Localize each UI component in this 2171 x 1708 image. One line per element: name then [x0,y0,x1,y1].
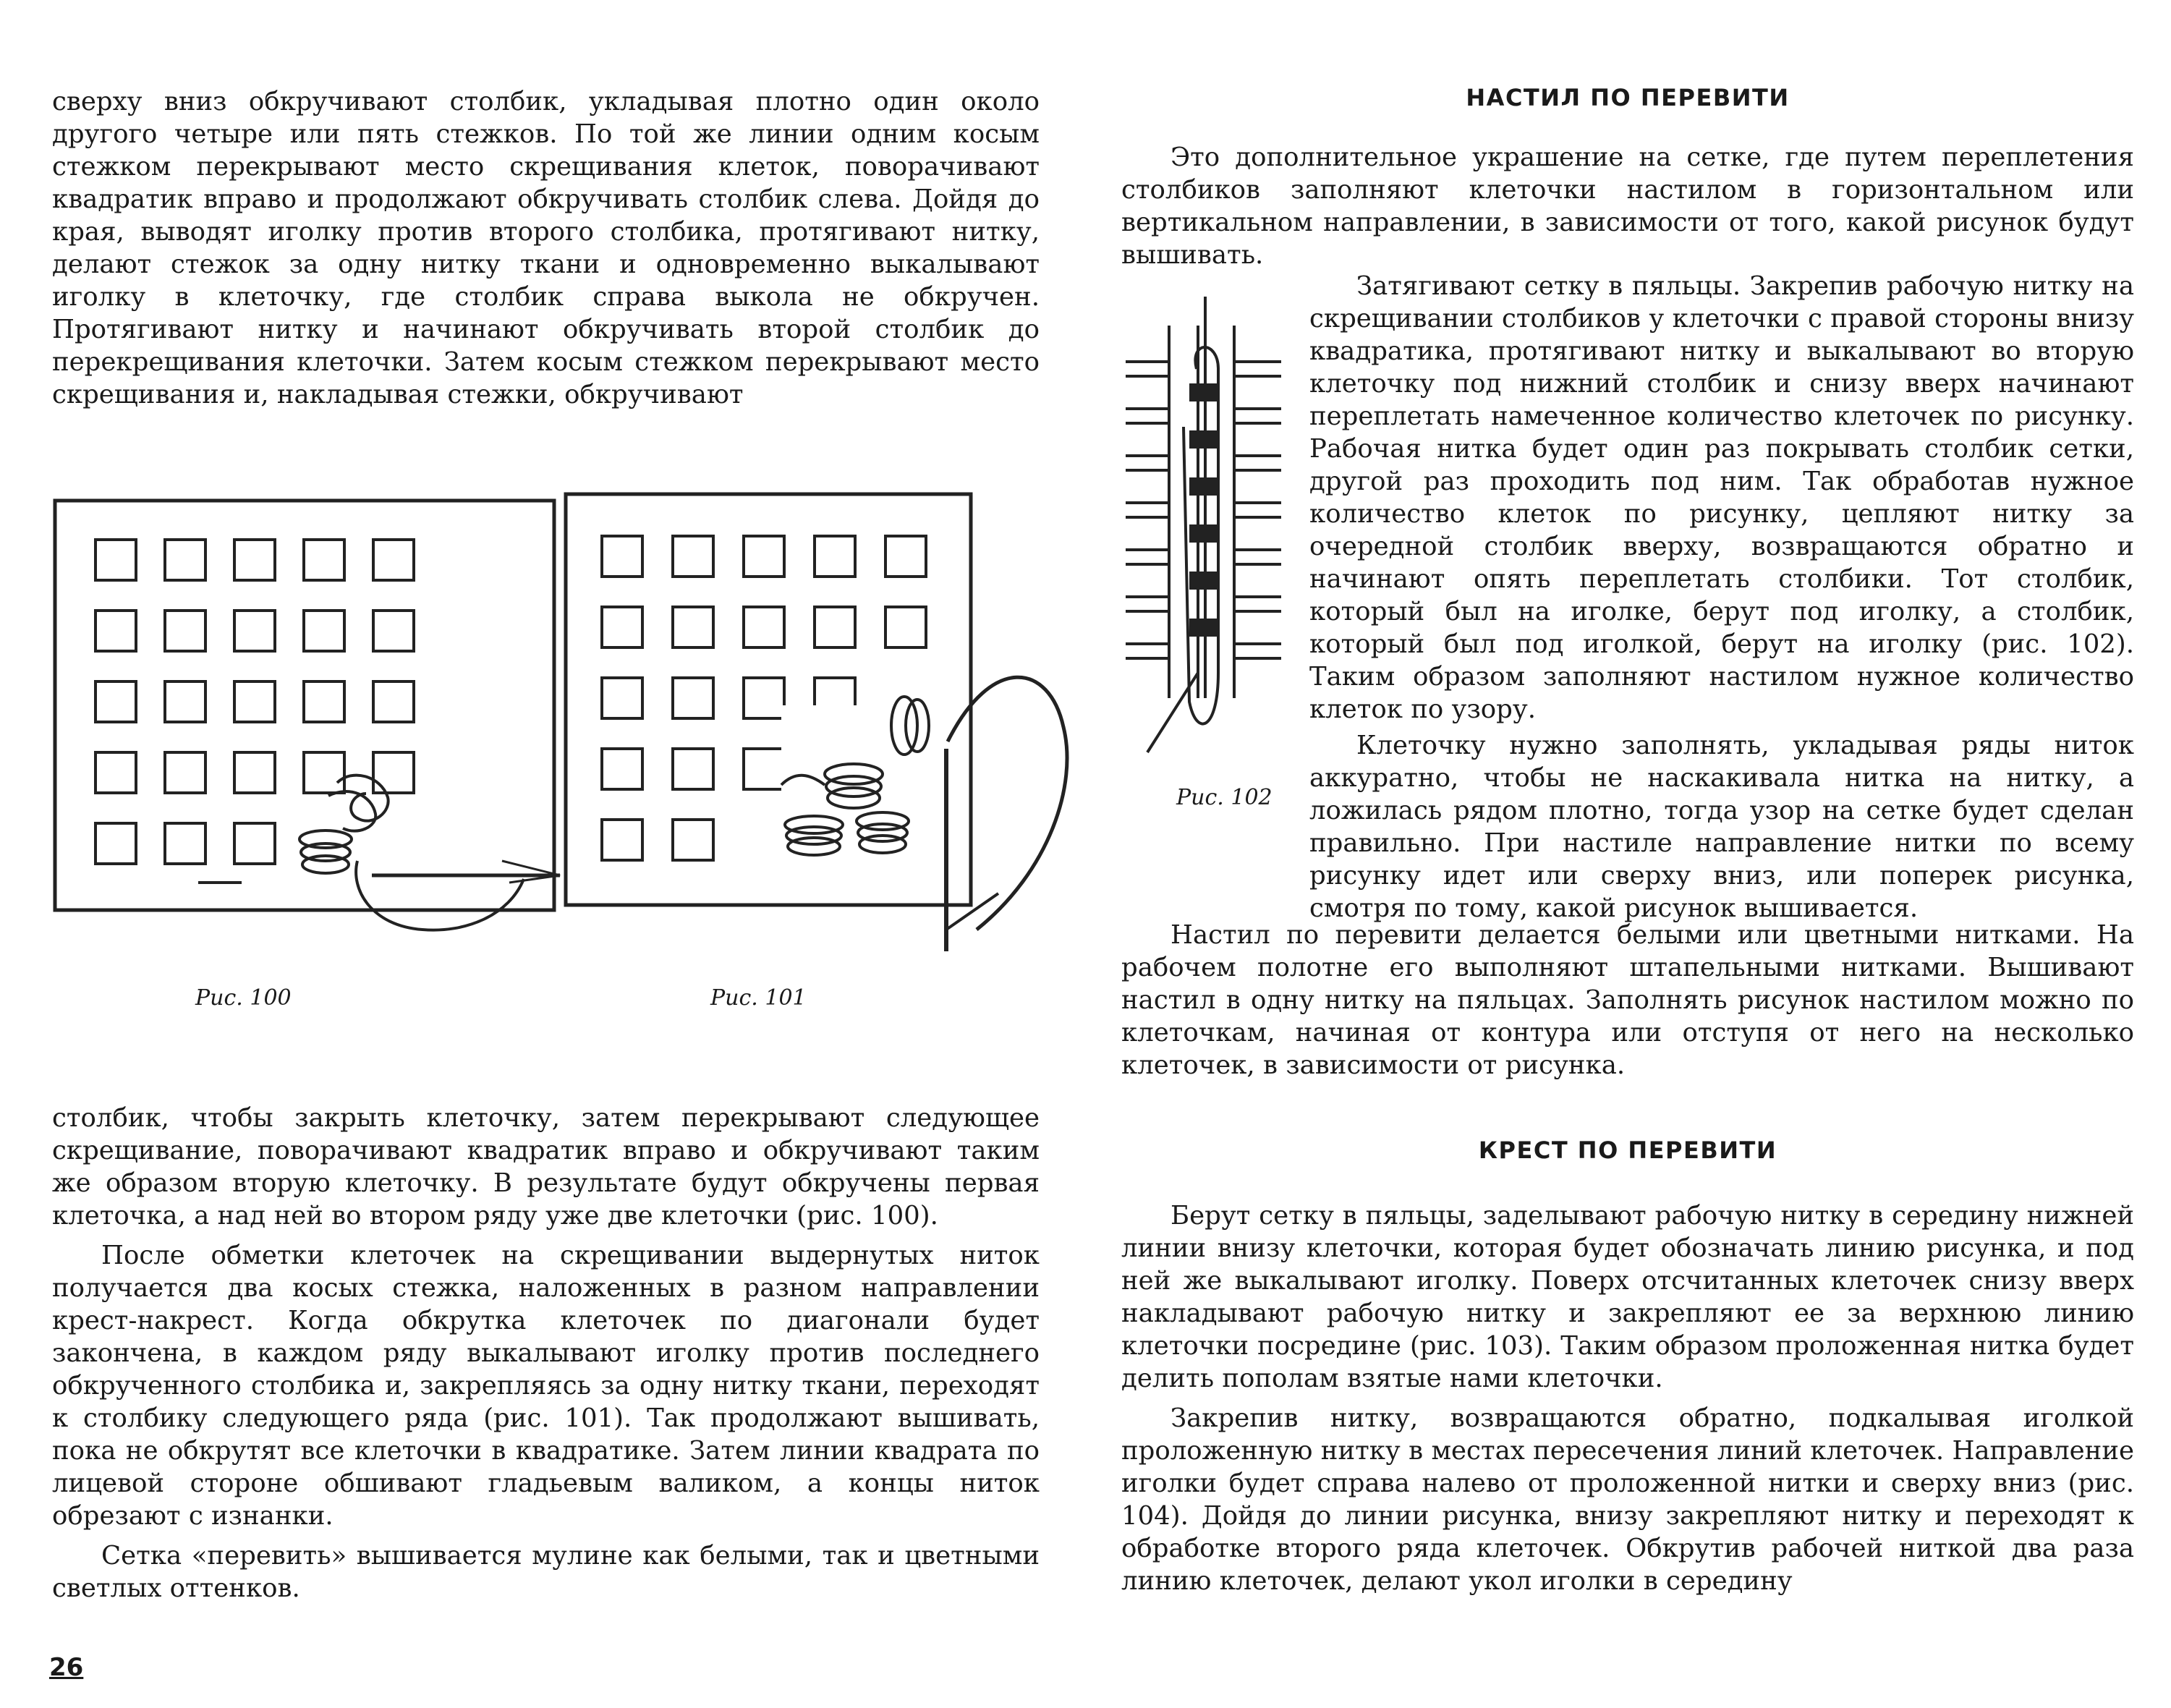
paragraph: сверху вниз обкручивают столбик, укладывая плотно один около другого четыре или пять стежков. По той же линии одним косым стежком перекрывают место скрещивания клеток, поворачивают квадратик вправо и продолжают обкручивать столбик слева. Дойдя до края, выводят иголку против второго столбика, протягивают нитку, делают стежок за одну нитку ткани и одновременно выкалывают иголку в клеточку, где столбик справа выкола не обкручен. Протягивают нитку и начинают обкручивать второй столбик до перекрещивания клеточки. Затем косым стежком перекрывают место скрещивания и, накладывая стежки, обкручивают [52,87,1040,409]
left-page [0,0,1085,1708]
page-number: 26 [49,1653,84,1682]
right-page [1085,0,2171,1708]
section-heading: НАСТИЛ ПО ПЕРЕВИТИ [1466,84,1790,111]
right-wrapped-text [1121,270,2134,925]
left-top-text [52,85,1040,411]
figure-100-illustration [54,499,574,933]
figure-100-caption: Рис. 100 [195,985,292,1011]
paragraph: столбик, чтобы закрыть клеточку, затем перекрывают следующее скрещивание, поворачивают квадратик вправо и обкручивают таким же образом вторую клеточку. В результате будут обкручены первая клеточка, а над ней во втором ряду уже две клеточки (рис. 100). [52,1103,1040,1231]
paragraph: Закрепив нитку, возвращаются обратно, подкалывая иголкой проложенную нитку в местах пересечения линий клеточек. Направление иголки будет справа налево от проложенной нитки и сверху вниз (рис. 104). Дойдя до линии рисунка, внизу закрепляют нитку и переходят к обработке второго ряда клеточек. Обкрутив рабочей ниткой два раза линию клеточек, делают укол иголки в середину [1121,1403,2134,1596]
left-bottom-text [52,1102,1040,1605]
paragraph: Затягивают сетку в пяльцы. Закрепив рабочую нитку на скрещивании столбиков у клеточки с правой стороны внизу квадратика, протягивают нитку и выкалывают во вторую клеточку под нижний столбик и снизу вверх начинают переплетать намеченное количество клеточек по рисунку. Рабочая нитка будет один раз покрывать столбик сетки, другой раз проходить под ним. Так обработав нужное количество клеток по рисунку, цепляют нитку за очередной столбик вверху, возвращаются обратно и начинают опять переплетать столбики. Тот столбик, который был на иголке, берут под иголку, а столбик, который был под иголкой, берут на иголку (рис. 102). Таким образом заполняют настилом нужное количество клеток по узору. [1309,271,2134,724]
paragraph: Сетка «перевить» вышивается мулине как белыми, так и цветными светлых оттенков. [52,1541,1040,1603]
section-heading: КРЕСТ ПО ПЕРЕВИТИ [1478,1136,1777,1164]
right-intro-text [1121,141,2134,271]
paragraph: После обметки клеточек на скрещивании выдернутых ниток получается два косых стежка, наложенных в разном направлении крест-накрест. Когда обкрутка клеточек по диагонали будет закончена, в каждом ряду выкалывают иголку против последнего обкрученного столбика и, закрепляясь за одну нитку ткани, переходят к столбику следующего ряда (рис. 101). Так продолжают вышивать, пока не обкрутят все клеточки в квадратике. Затем линии квадрата по лицевой стороне обшивают гладьевым валиком, а концы ниток обрезают с изнанки. [52,1241,1040,1531]
figure-101-caption: Рис. 101 [710,985,807,1011]
paragraph: Клеточку нужно заполнять, укладывая ряды ниток аккуратно, чтобы не наскакивала нитка на нитку, а ложилась рядом плотно, тогда узор на сетке будет сделан правильно. При настиле направление нитки по всему рисунку идет или сверху вниз, или поперек рисунка, смотря по тому, какой рисунок вышивается. [1309,731,2134,923]
right-bottom-text [1121,1199,2134,1597]
paragraph: Настил по перевити делается белыми или цветными нитками. На рабочем полотне его выполняют штапельными нитками. Вышивают настил в одну нитку на пяльцах. Заполнять рисунок настилом можно по клеточкам, начиная от контура или отступя от него на несколько клеточек, в зависимости от рисунка. [1121,920,2134,1080]
paragraph: Это дополнительное украшение на сетке, где путем переплетения столбиков заполняют клеточки настилом в горизонтальном или вертикальном направлении, в зависимости от того, какой рисунок будут вышивать. [1121,143,2134,270]
paragraph: Берут сетку в пяльцы, заделывают рабочую нитку в середину нижней линии внизу клеточки, которая будет обозначать линию рисунка, и под ней же выкалывают иголку. Поверх отсчитанных клеточек снизу вверх накладывают рабочую нитку и закрепляют ее за верхнюю линию клеточки посредине (рис. 103). Таким образом проложенная нитка будет делить пополам взятые нами клеточки. [1121,1201,2134,1393]
right-middle-text [1121,919,2134,1082]
figure-101-illustration [564,488,1071,951]
figure-102-caption: Рис. 102 [1176,785,1273,810]
